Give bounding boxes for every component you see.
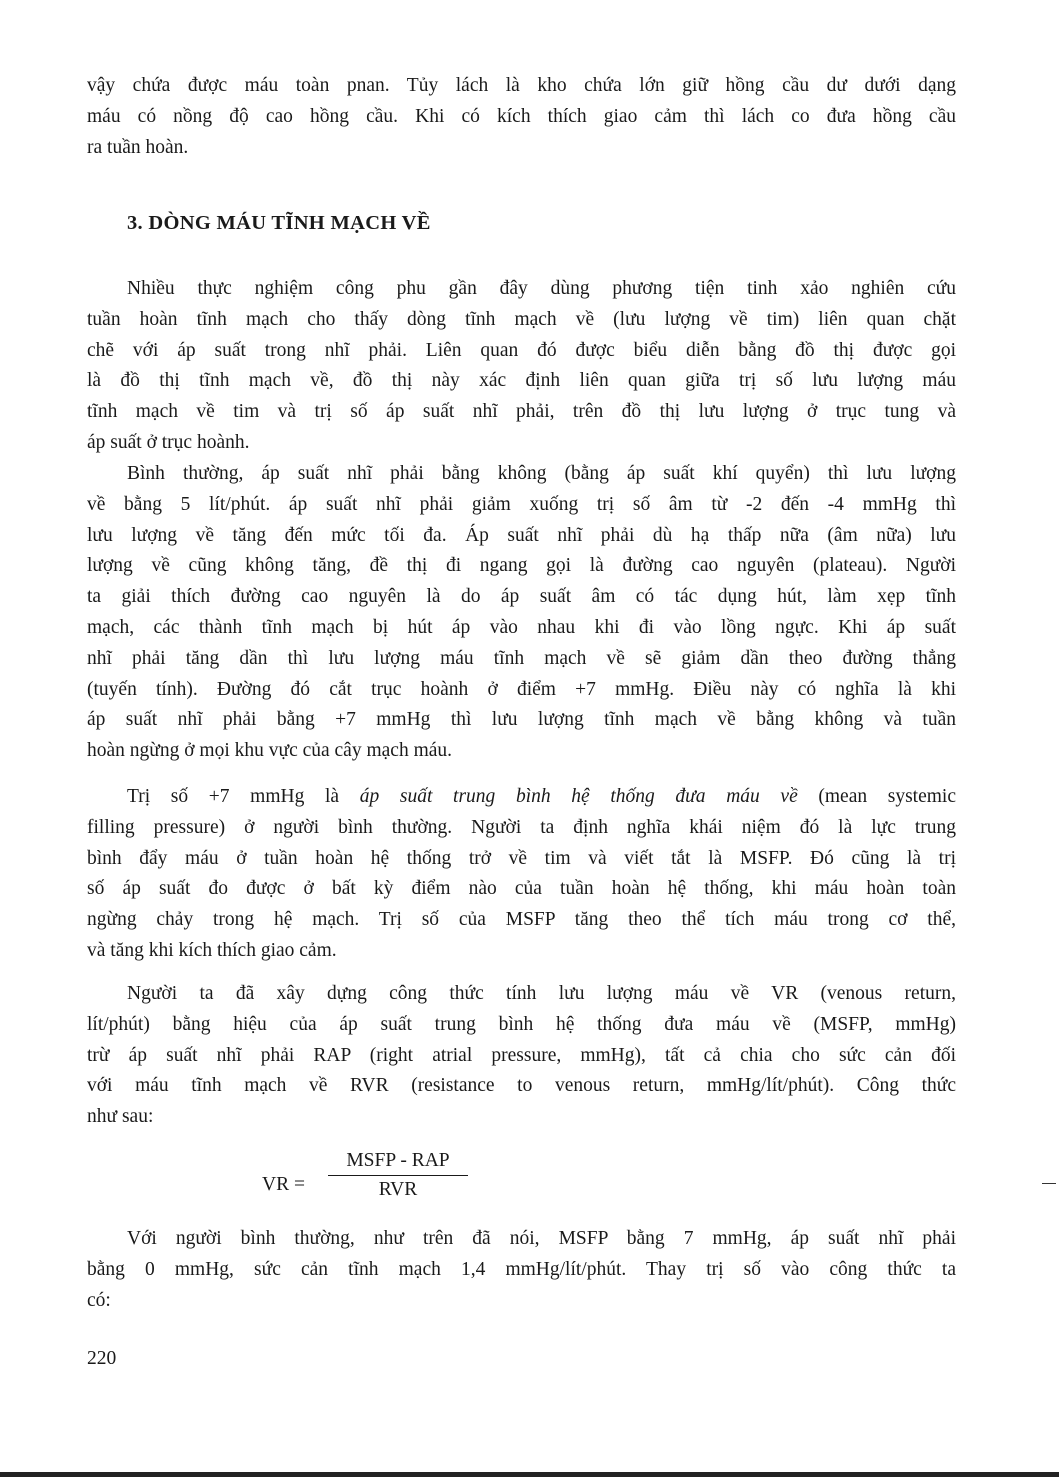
text-line: Người ta đã xây dựng công thức tính lưu lượng máu về VR (venous return, bbox=[127, 983, 956, 1004]
formula-numerator: MSFP - RAP bbox=[328, 1150, 468, 1176]
paragraph-venous-flow-intro bbox=[87, 274, 956, 459]
text-line: Bình thường, áp suất nhĩ phải bằng không (bằng áp suất khí quyển) thì lưu lượng bbox=[127, 463, 956, 484]
text-line: vậy chứa được máu toàn pnan. Tủy lách là kho chứa lớn giữ hồng cầu dư dưới dạng bbox=[87, 75, 956, 96]
text-line: áp suất ở trục hoành. bbox=[87, 431, 250, 453]
text-line: là đồ thị tĩnh mạch về, đồ thị này xác định liên quan giữa trị số lưu lượng máu bbox=[87, 370, 956, 392]
text-line: áp suất nhĩ phải bằng +7 mmHg thì lưu lượng tĩnh mạch về bằng không và tuần bbox=[87, 709, 956, 731]
text-segment: Trị số +7 mmHg là bbox=[127, 786, 360, 807]
text-line: với máu tĩnh mạch về RVR (resistance to venous return, mmHg/lít/phút). Công thức bbox=[87, 1075, 956, 1097]
top-paragraph bbox=[87, 71, 956, 163]
text-line: về bằng 5 lít/phút. áp suất nhĩ phải giảm xuống trị số âm từ -2 đến -4 mmHg thì bbox=[87, 493, 956, 515]
page-number: 220 bbox=[87, 1348, 117, 1369]
final-paragraph bbox=[87, 1224, 956, 1316]
text-line: số áp suất đo được ở bất kỳ điểm nào của tuần hoàn hệ thống, khi máu hoàn toàn bbox=[87, 878, 956, 900]
text-line: mạch, các thành tĩnh mạch bị hút áp vào nhau khi đi vào lồng ngực. Khi áp suất bbox=[87, 616, 956, 638]
text-line: filling pressure) ở người bình thường. Người ta định nghĩa khái niệm đó là lực trung bbox=[87, 816, 956, 838]
text-line: (tuyến tính). Đường đó cắt trục hoành ở điểm +7 mmHg. Điều này có nghĩa là khi bbox=[87, 678, 956, 700]
text-line: lít/phút) bằng hiệu của áp suất trung bình hệ thống đưa máu về (MSFP, mmHg) bbox=[87, 1013, 956, 1035]
text-line: bằng 0 mmHg, sức cản tĩnh mạch 1,4 mmHg/lít/phút. Thay trị số vào công thức ta bbox=[87, 1258, 956, 1280]
text-line: ra tuần hoàn. bbox=[87, 136, 189, 158]
margin-mark bbox=[1042, 1183, 1056, 1184]
formula-denominator: RVR bbox=[378, 1179, 418, 1200]
italic-term: áp suất trung bình hệ thống đưa máu về bbox=[359, 786, 798, 807]
text-line: lưu lượng về tăng đến mức tối đa. Áp suất nhĩ phải dù hạ thấp nữa (âm nữa) lưu bbox=[87, 524, 956, 546]
text-line: tĩnh mạch về tim và trị số áp suất nhĩ phải, trên đồ thị lưu lượng ở trục tung và bbox=[87, 401, 956, 423]
text-line bbox=[87, 782, 956, 813]
text-line: ngừng chảy trong hệ mạch. Trị số của MSFP tăng theo thể tích máu trong cơ thể, bbox=[87, 909, 956, 931]
text-line: nhĩ phải tăng dần thì lưu lượng máu tĩnh mạch về sẽ giảm dần theo đường thẳng bbox=[87, 647, 956, 669]
paragraph-msfp-definition bbox=[87, 782, 956, 967]
text-line: lượng về cũng không tăng, đề thị đi ngang gọi là đường cao nguyên (plateau). Người bbox=[87, 555, 956, 577]
paragraph-formula-intro bbox=[87, 979, 956, 1133]
text-line: Nhiều thực nghiệm công phu gần đây dùng phương tiện tinh xảo nghiên cứu bbox=[127, 278, 956, 299]
text-line: như sau: bbox=[87, 1106, 154, 1128]
text-line: hoàn ngừng ở mọi khu vực của cây mạch máu. bbox=[87, 740, 453, 762]
section-heading: 3. DÒNG MÁU TĨNH MẠCH VỀ bbox=[127, 212, 431, 234]
text-line: và tăng khi kích thích giao cảm. bbox=[87, 939, 337, 961]
text-line: máu có nồng độ cao hồng cầu. Khi có kích thích giao cảm thì lách co đưa hồng cầu bbox=[87, 105, 956, 127]
text-line: tuần hoàn tĩnh mạch cho thấy dòng tĩnh mạch về (lưu lượng về tim) liên quan chặt bbox=[87, 308, 956, 330]
scan-border bbox=[0, 1472, 1059, 1477]
text-line: bình đẩy máu ở tuần hoàn hệ thống trở về tim và viết tắt là MSFP. Đó cũng là trị bbox=[87, 847, 956, 869]
text-line: ta giải thích đường cao nguyên là do áp suất âm có tác dụng hút, làm xẹp tĩnh bbox=[87, 586, 956, 608]
text-line: chẽ với áp suất trong nhĩ phải. Liên quan đó được biểu diễn bằng đồ thị được gọi bbox=[87, 339, 956, 361]
text-line: trừ áp suất nhĩ phải RAP (right atrial pressure, mmHg), tất cả chia cho sức cản đối bbox=[87, 1044, 956, 1066]
text-line: có: bbox=[87, 1289, 111, 1311]
text-line: Với người bình thường, như trên đã nói, MSFP bằng 7 mmHg, áp suất nhĩ phải bbox=[127, 1228, 956, 1249]
paragraph-normal-pressure bbox=[87, 459, 956, 767]
text-segment: (mean systemic bbox=[797, 786, 957, 807]
formula-lhs: VR = bbox=[262, 1174, 305, 1195]
formula-fraction bbox=[328, 1150, 468, 1201]
